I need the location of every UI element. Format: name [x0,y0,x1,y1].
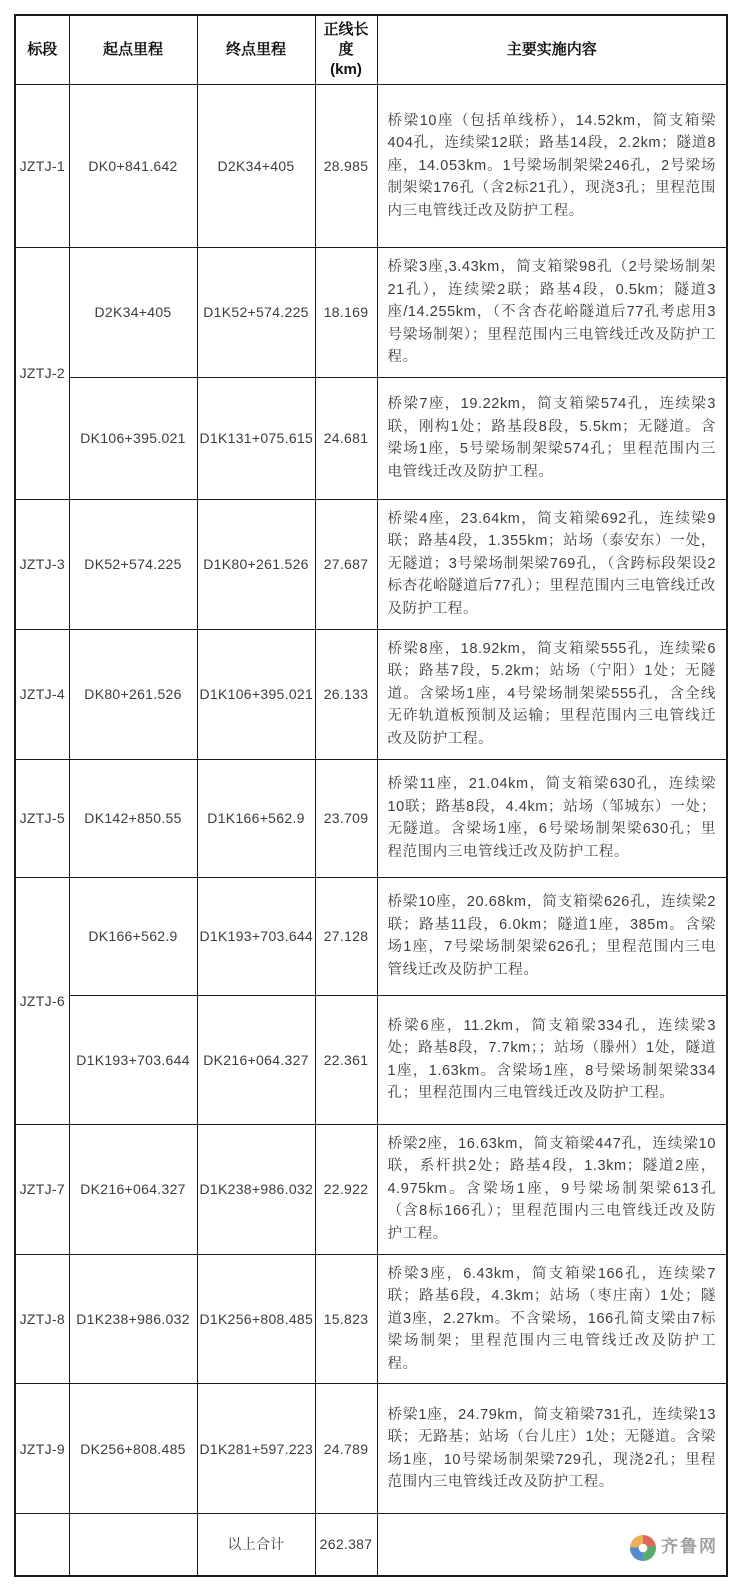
sections-table [14,14,728,1577]
table-row-jztj9 [15,1384,727,1514]
content-cell: 桥梁4座，23.64km，简支箱梁692孔，连续梁9联；路基4段，1.355km；站场（泰安东）一处，无隧道；3号梁场制架梁769孔，（含跨标段架设2标杏花峪隧道后77孔）；里程范围内三电管线迁改及防护工程。 [377,499,727,629]
header-length [315,15,377,85]
header-length-line1: 正线长度 [323,21,369,58]
table-row-jztj4 [15,629,727,759]
content-cell: 桥梁1座，24.79km，简支箱梁731孔，连续梁13联；无路基；站场（台儿庄）1处；无隧道。含梁场1座，10号梁场制架梁729孔，现浇2孔；里程范围内三电管线迁改及防护工程。 [377,1384,727,1514]
length-cell: 15.823 [315,1254,377,1384]
length-cell: 27.128 [315,877,377,995]
length-cell: 22.922 [315,1124,377,1254]
start-mileage-cell: DK142+850.55 [69,759,197,877]
content-cell: 桥梁3座,3.43km，简支箱梁98孔（2号梁场制架21孔），连续梁2联；路基4段，0.5km；隧道3座/14.255km，（不含杏花峪隧道后77孔考虑用3号梁场制架）；里程范围内三电管线迁改及防护工程。 [377,248,727,378]
start-mileage-cell: DK166+562.9 [69,877,197,995]
end-mileage-cell: DK216+064.327 [197,995,315,1124]
end-mileage-cell: D1K281+597.223 [197,1384,315,1514]
section-cell: JZTJ-4 [15,629,69,759]
total-row [15,1514,727,1576]
content-cell: 桥梁3座，6.43km，简支箱梁166孔，连续梁7联；路基6段，4.3km；站场（枣庄南）1处；隧道3座，2.27km。不含梁场，166孔简支梁由7标梁场制架；里程范围内三电管线迁改及防护工程。 [377,1254,727,1384]
end-mileage-cell: D1K238+986.032 [197,1124,315,1254]
content-cell: 桥梁6座，11.2km，简支箱梁334孔，连续梁3处；路基8段，7.7km；；站场（滕州）1处，隧道1座，1.63km。含梁场1座，8号梁场制架梁334孔；里程范围内三电管线迁改及防护工程。 [377,995,727,1124]
table-row-jztj6a [15,877,727,995]
header-start-mileage: 起点里程 [69,15,197,85]
length-cell: 28.985 [315,85,377,248]
start-mileage-cell: D1K193+703.644 [69,995,197,1124]
qilu-logo-icon [630,1535,656,1561]
end-mileage-cell: D2K34+405 [197,85,315,248]
content-cell: 桥梁8座，18.92km，简支箱梁555孔，连续梁6联；路基7段，5.2km；站场（宁阳）1处；无隧道。含梁场1座，4号梁场制架梁555孔，含全线无砟轨道板预制及运输；里程范围内三电管线迁改及防护工程。 [377,629,727,759]
length-cell: 27.687 [315,499,377,629]
section-cell: JZTJ-9 [15,1384,69,1514]
table-row-jztj1 [15,85,727,248]
header-content: 主要实施内容 [377,15,727,85]
start-mileage-cell: DK0+841.642 [69,85,197,248]
start-mileage-cell: D1K238+986.032 [69,1254,197,1384]
table-row-jztj5 [15,759,727,877]
start-mileage-cell: DK52+574.225 [69,499,197,629]
section-cell: JZTJ-6 [15,877,69,1124]
table-row-jztj3 [15,499,727,629]
content-cell: 桥梁10座，20.68km，简支箱梁626孔，连续梁2联；路基11段，6.0km；隧道1座，385m。含梁场1座，7号梁场制架梁626孔；里程范围内三电管线迁改及防护工程。 [377,877,727,995]
end-mileage-cell: D1K166+562.9 [197,759,315,877]
total-empty-section-cell [15,1514,69,1576]
table-row-jztj6b [15,995,727,1124]
start-mileage-cell: DK256+808.485 [69,1384,197,1514]
header-length-line2: (km) [330,61,362,78]
watermark [630,1535,718,1561]
total-empty-start-cell [69,1514,197,1576]
length-cell: 22.361 [315,995,377,1124]
end-mileage-cell: D1K193+703.644 [197,877,315,995]
header-end-mileage: 终点里程 [197,15,315,85]
header-section: 标段 [15,15,69,85]
end-mileage-cell: D1K256+808.485 [197,1254,315,1384]
total-label-cell: 以上合计 [197,1514,315,1576]
length-cell: 23.709 [315,759,377,877]
end-mileage-cell: D1K106+395.021 [197,629,315,759]
section-cell: JZTJ-8 [15,1254,69,1384]
end-mileage-cell: D1K52+574.225 [197,248,315,378]
watermark-text: 齐鲁网 [661,1537,718,1557]
start-mileage-cell: DK216+064.327 [69,1124,197,1254]
section-cell: JZTJ-7 [15,1124,69,1254]
total-length-cell: 262.387 [315,1514,377,1576]
table-row-jztj2b [15,377,727,499]
table-row-jztj8 [15,1254,727,1384]
table-row-jztj7 [15,1124,727,1254]
content-cell: 桥梁10座（包括单线桥），14.52km，简支箱梁404孔，连续梁12联；路基14段，2.2km；隧道8座，14.053km。1号梁场制架梁246孔，2号梁场制架梁176孔（含2标21孔），现浇3孔；里程范围内三电管线迁改及防护工程。 [377,85,727,248]
table-row-jztj2a [15,248,727,378]
length-cell: 18.169 [315,248,377,378]
section-cell: JZTJ-3 [15,499,69,629]
start-mileage-cell: DK80+261.526 [69,629,197,759]
length-cell: 26.133 [315,629,377,759]
start-mileage-cell: DK106+395.021 [69,377,197,499]
content-cell: 桥梁2座，16.63km，简支箱梁447孔，连续梁10联，系杆拱2处；路基4段，1.3km；隧道2座，4.975km。含梁场1座，9号梁场制架梁613孔（含8标166孔）；里程范围内三电管线迁改及防护工程。 [377,1124,727,1254]
length-cell: 24.789 [315,1384,377,1514]
content-cell: 桥梁7座，19.22km，简支箱梁574孔，连续梁3联，刚构1处；路基段8段，5.5km；无隧道。含梁场1座，5号梁场制架梁574孔；里程范围内三电管线迁改及防护工程。 [377,377,727,499]
section-cell: JZTJ-5 [15,759,69,877]
section-cell: JZTJ-2 [15,248,69,500]
content-cell: 桥梁11座，21.04km，简支箱梁630孔，连续梁10联；路基8段，4.4km；站场（邹城东）一处；无隧道。含梁场1座，6号梁场制架梁630孔；里程范围内三电管线迁改及防护工程。 [377,759,727,877]
end-mileage-cell: D1K131+075.615 [197,377,315,499]
section-cell: JZTJ-1 [15,85,69,248]
total-content-cell [377,1514,727,1576]
start-mileage-cell: D2K34+405 [69,248,197,378]
length-cell: 24.681 [315,377,377,499]
end-mileage-cell: D1K80+261.526 [197,499,315,629]
table-header-row [15,15,727,85]
